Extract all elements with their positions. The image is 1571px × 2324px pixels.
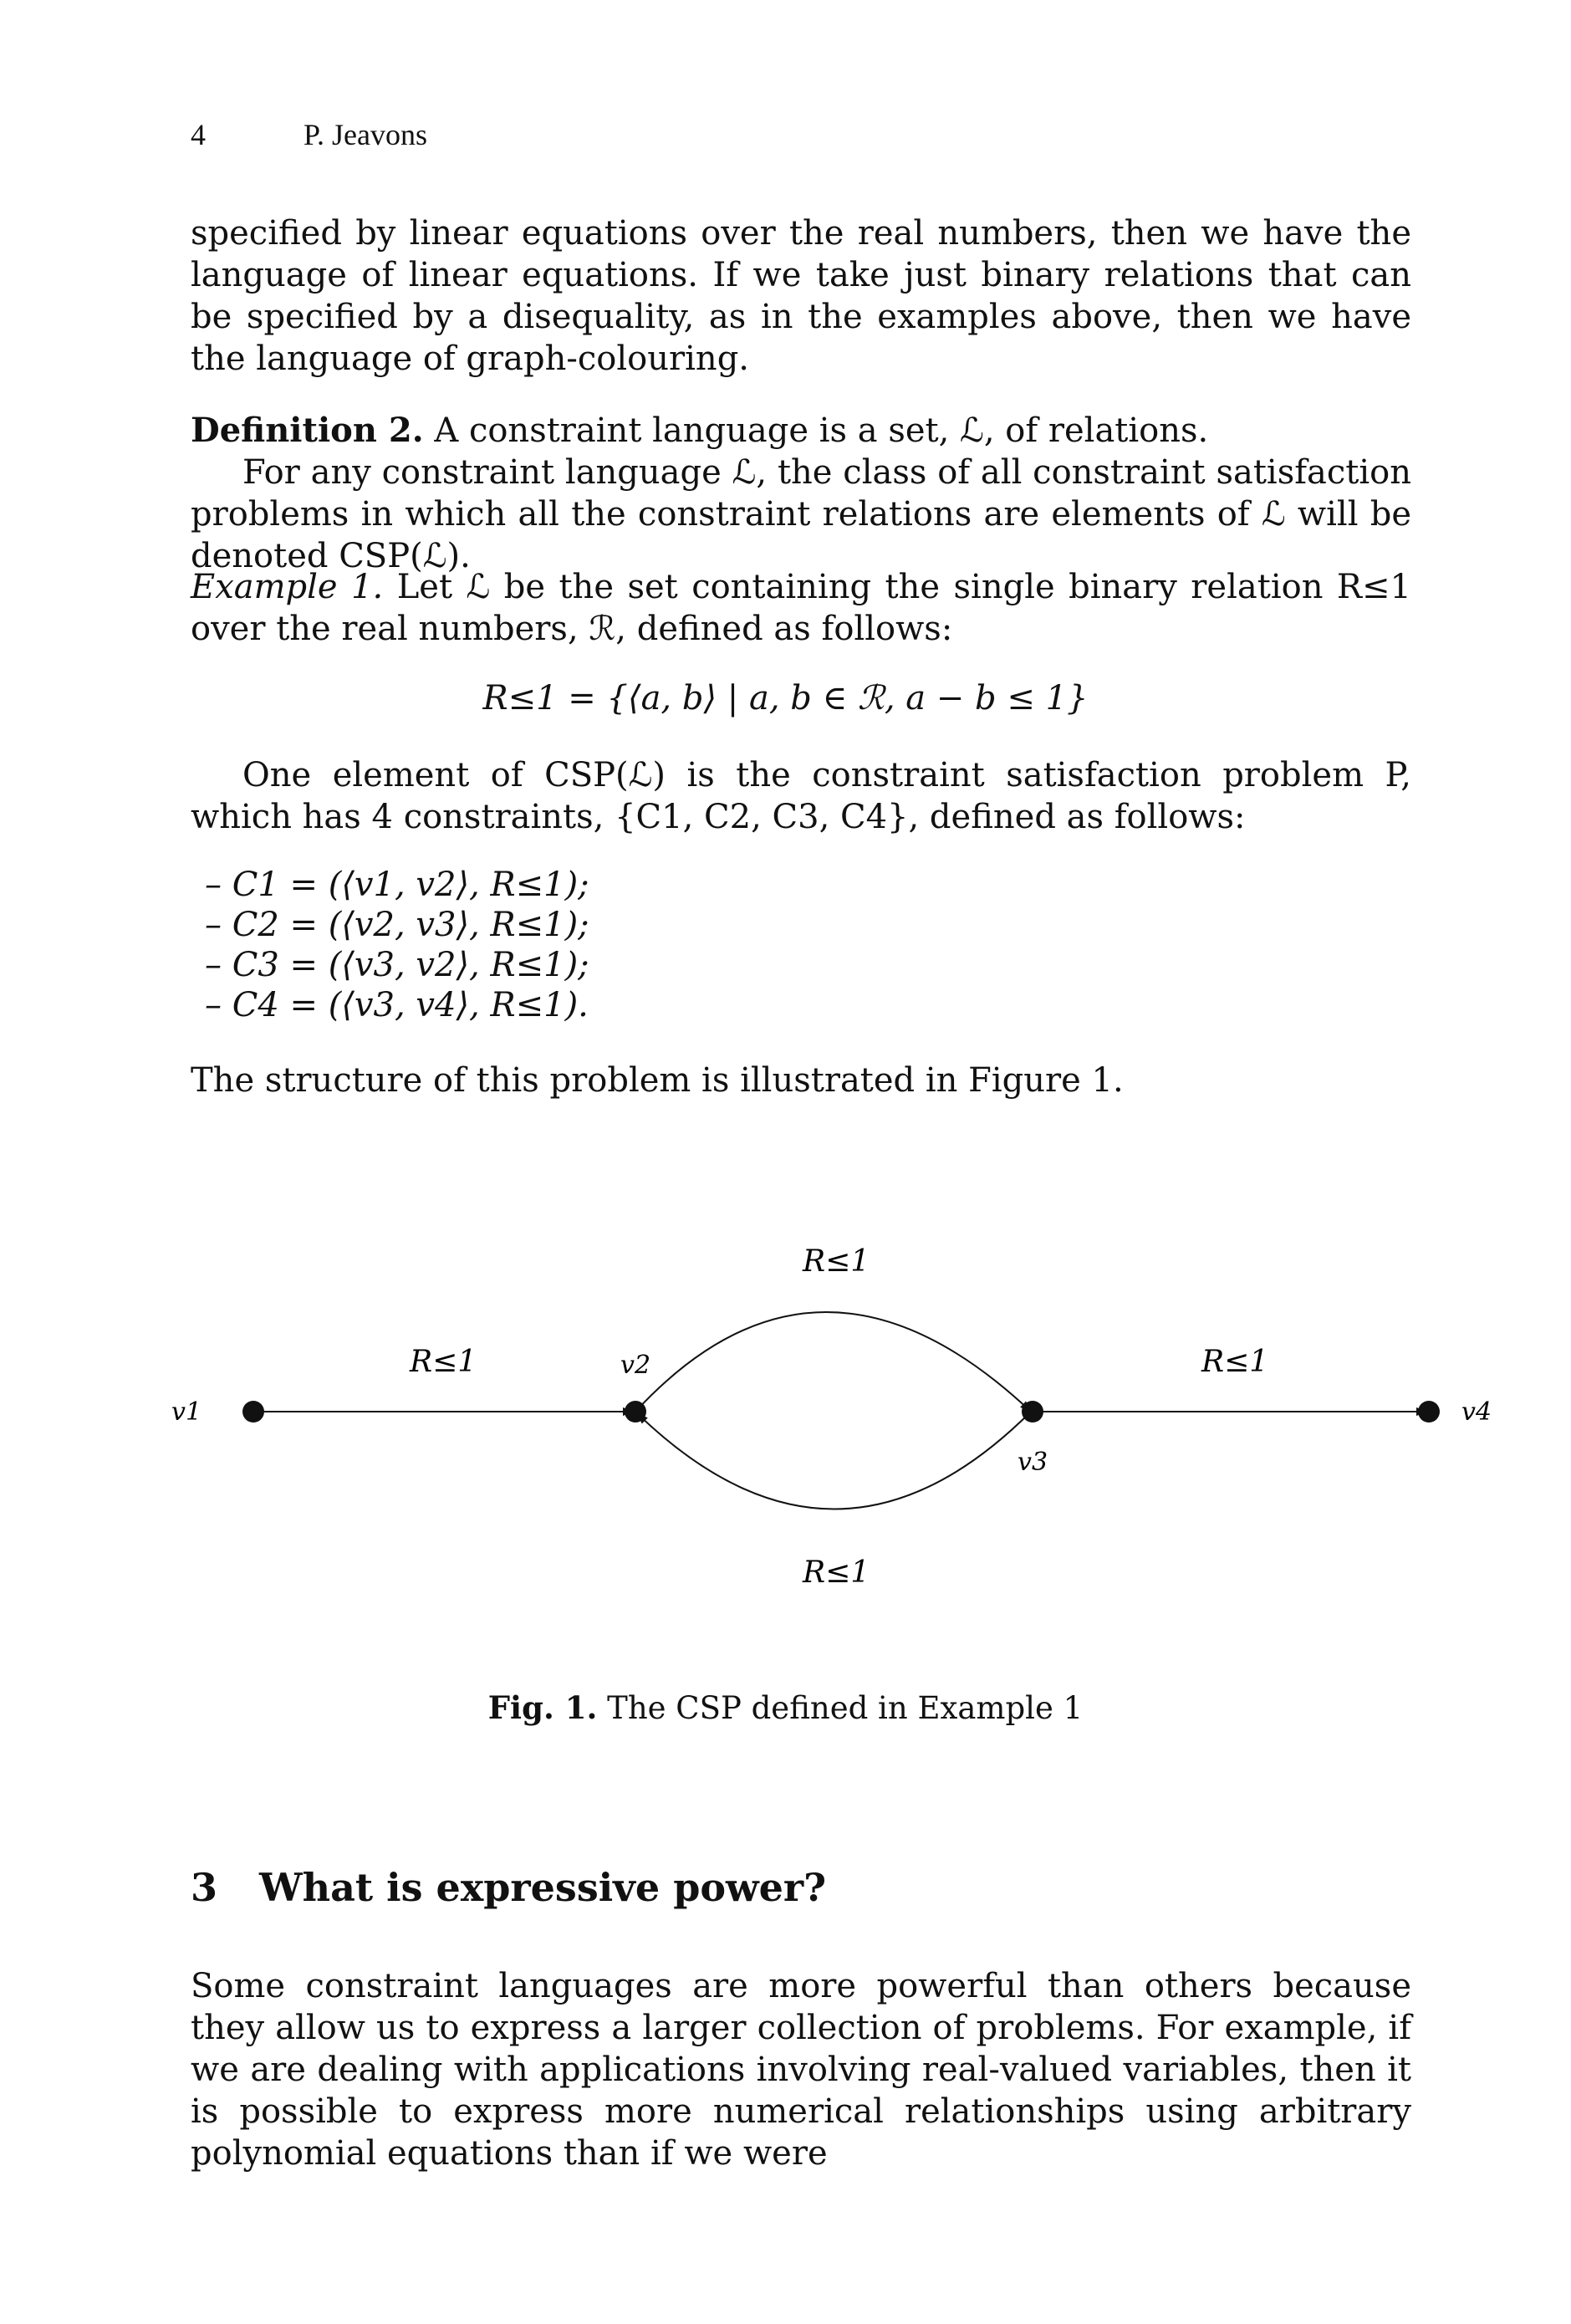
intro-paragraph: specified by linear equations over the real numbers, then we have the language of linear equations. If we take just binary relations that can be specified by a disequality, as in the examples above, then we have the language of graph-colouring. [191,214,1411,378]
section-number: 3 [191,1865,218,1910]
list-item: – C1 = (⟨v1, v2⟩, R≤1); [205,866,589,904]
author-name: P. Jeavons [303,118,428,151]
example-follow [191,754,1411,838]
caption-label: Fig. 1. [487,1689,598,1726]
node-v1 [242,1401,264,1422]
running-header [191,117,427,152]
page-number: 4 [191,118,206,151]
node-label-v2: v2 [620,1351,651,1380]
constraint-list [205,865,589,1025]
edge-label-v1-v2: R≤1 [410,1345,477,1379]
node-v4 [1418,1401,1440,1422]
figure-1-graph [0,1204,1571,1639]
node-label-v4: v4 [1461,1397,1492,1427]
edge-label-v3-v2: R≤1 [803,1555,870,1590]
relation-formula: R≤1 = {⟨a, b⟩ | a, b ∈ ℛ, a − b ≤ 1} [482,679,1089,718]
example-block [191,566,1411,650]
definition-title: Definition 2. [191,411,424,450]
section-heading [191,1865,826,1910]
edge-label-v3-v4: R≤1 [1201,1345,1269,1379]
definition-body: For any constraint language ℒ, the class of all constraint satisfaction problems in which all the constraint relations are elements of ℒ will be denoted CSP(ℒ). [191,453,1411,575]
node-label-v1: v1 [171,1397,202,1427]
node-v2 [625,1401,646,1422]
definition-text: A constraint language is a set, ℒ, of relations. [434,411,1209,450]
list-item: – C3 = (⟨v3, v2⟩, R≤1); [205,946,589,984]
node-v3 [1022,1401,1043,1422]
list-item: – C2 = (⟨v2, v3⟩, R≤1); [205,906,589,944]
example-text: Let ℒ be the set containing the single binary relation R≤1 over the real numbers, ℛ, defined as follows: [191,568,1411,648]
example-label: Example 1. [191,568,384,606]
example-follow-text: One element of CSP(ℒ) is the constraint satisfaction problem P, which has 4 constraints, {C1, C2, C3, C4}, defined as follows: [191,756,1411,836]
caption-text: The CSP defined in Example 1 [607,1690,1084,1726]
edge-label-v2-v3: R≤1 [803,1244,870,1279]
list-item: – C4 = (⟨v3, v4⟩, R≤1). [205,986,589,1024]
definition-block [191,410,1411,577]
section-title: What is expressive power? [259,1865,827,1910]
structure-sentence: The structure of this problem is illustrated in Figure 1. [191,1061,1124,1100]
node-label-v3: v3 [1018,1448,1048,1477]
section-paragraph: Some constraint languages are more powerful than others because they allow us to express a larger collection of problems. For example, if we are dealing with applications involving real-valued variables, then it is possible to express more numerical relationships using arbitrary polynomial equations than if we were [191,1967,1411,2173]
edge-v3-v2 [637,1412,1031,1509]
figure-caption [0,1689,1571,1726]
edge-v2-v3 [635,1312,1031,1412]
